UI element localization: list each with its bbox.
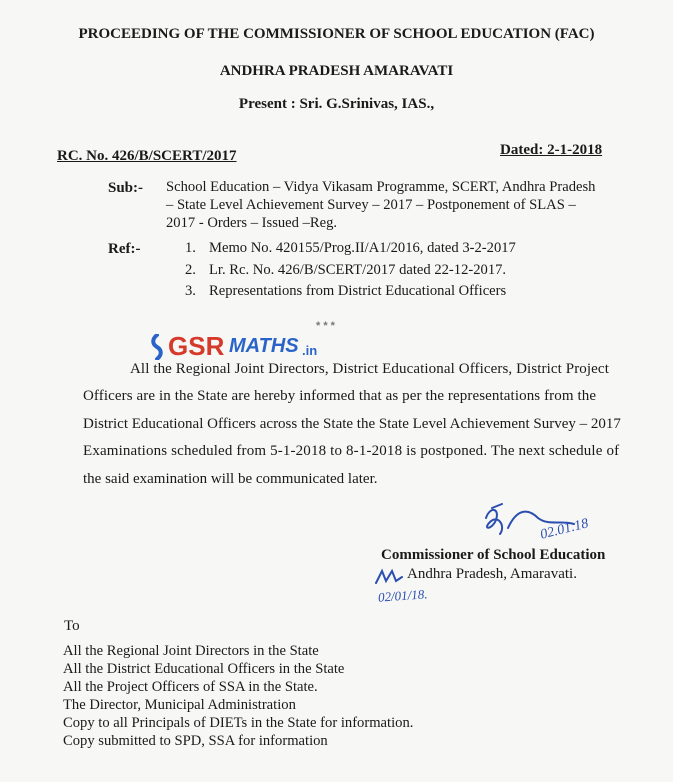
recipient-line: All the Regional Joint Directors in the State	[63, 643, 319, 659]
ref-item-num: 2.	[185, 262, 196, 278]
ref-label: Ref:-	[108, 241, 141, 257]
body-line: Examinations scheduled from 5-1-2018 to 8-1-2018 is postponed. The next schedule of	[83, 443, 620, 459]
logo-maths: MATHS	[229, 335, 299, 357]
recipient-line: All the Project Officers of SSA in the State.	[63, 679, 318, 695]
rc-number: RC. No. 426/B/SCERT/2017	[57, 148, 237, 164]
ref-item-num: 1.	[185, 240, 196, 256]
to-label: To	[64, 618, 80, 634]
signature-place: Andhra Pradesh, Amaravati.	[407, 566, 577, 582]
subject-line-1: School Education – Vidya Vikasam Programme, SCERT, Andhra Pradesh	[166, 179, 596, 195]
subject-label: Sub:-	[108, 180, 144, 196]
subject-line-2: – State Level Achievement Survey – 2017 – Postponement of SLAS –	[166, 197, 576, 213]
dated: Dated: 2-1-2018	[500, 142, 603, 158]
header-title: PROCEEDING OF THE COMMISSIONER OF SCHOOL EDUCATION (FAC)	[78, 26, 595, 42]
signature-title: Commissioner of School Education	[381, 547, 606, 563]
recipient-line: Copy to all Principals of DIETs in the State for information.	[63, 715, 414, 731]
logo-mark-icon	[150, 334, 164, 360]
ref-item-text: Memo No. 420155/Prog.II/A1/2016, dated 3-2-2017	[209, 240, 516, 256]
ref-item-text: Lr. Rc. No. 426/B/SCERT/2017 dated 22-12-2017.	[209, 262, 507, 278]
recipient-line: The Director, Municipal Administration	[63, 697, 296, 713]
ref-item-text: Representations from District Educational Officers	[209, 283, 507, 299]
subject-line-3: 2017 - Orders – Issued –Reg.	[166, 215, 338, 231]
logo-suffix: .in	[302, 343, 318, 358]
recipient-line: All the District Educational Officers in the State	[63, 661, 345, 677]
header-state: ANDHRA PRADESH AMARAVATI	[219, 63, 454, 79]
header-present: Present : Sri. G.Srinivas, IAS.,	[238, 96, 435, 112]
logo-stars: * * *	[316, 320, 335, 332]
logo-gsr: GSR	[168, 331, 225, 361]
recipient-line: Copy submitted to SPD, SSA for information	[63, 733, 328, 749]
body-line: All the Regional Joint Directors, District Educational Officers, District Project	[130, 361, 609, 377]
handwritten-date-lower: 02/01/18.	[377, 586, 428, 605]
ref-item-num: 3.	[185, 283, 196, 299]
body-line: Officers are in the State are hereby informed that as per the representations from the	[83, 388, 597, 404]
body-line: the said examination will be communicated later.	[83, 471, 378, 487]
initial-scribble-icon	[374, 567, 404, 589]
handwritten-date: 02.01.18	[538, 516, 590, 543]
body-line: District Educational Officers across the State the State Level Achievement Survey – 2017	[83, 416, 621, 432]
